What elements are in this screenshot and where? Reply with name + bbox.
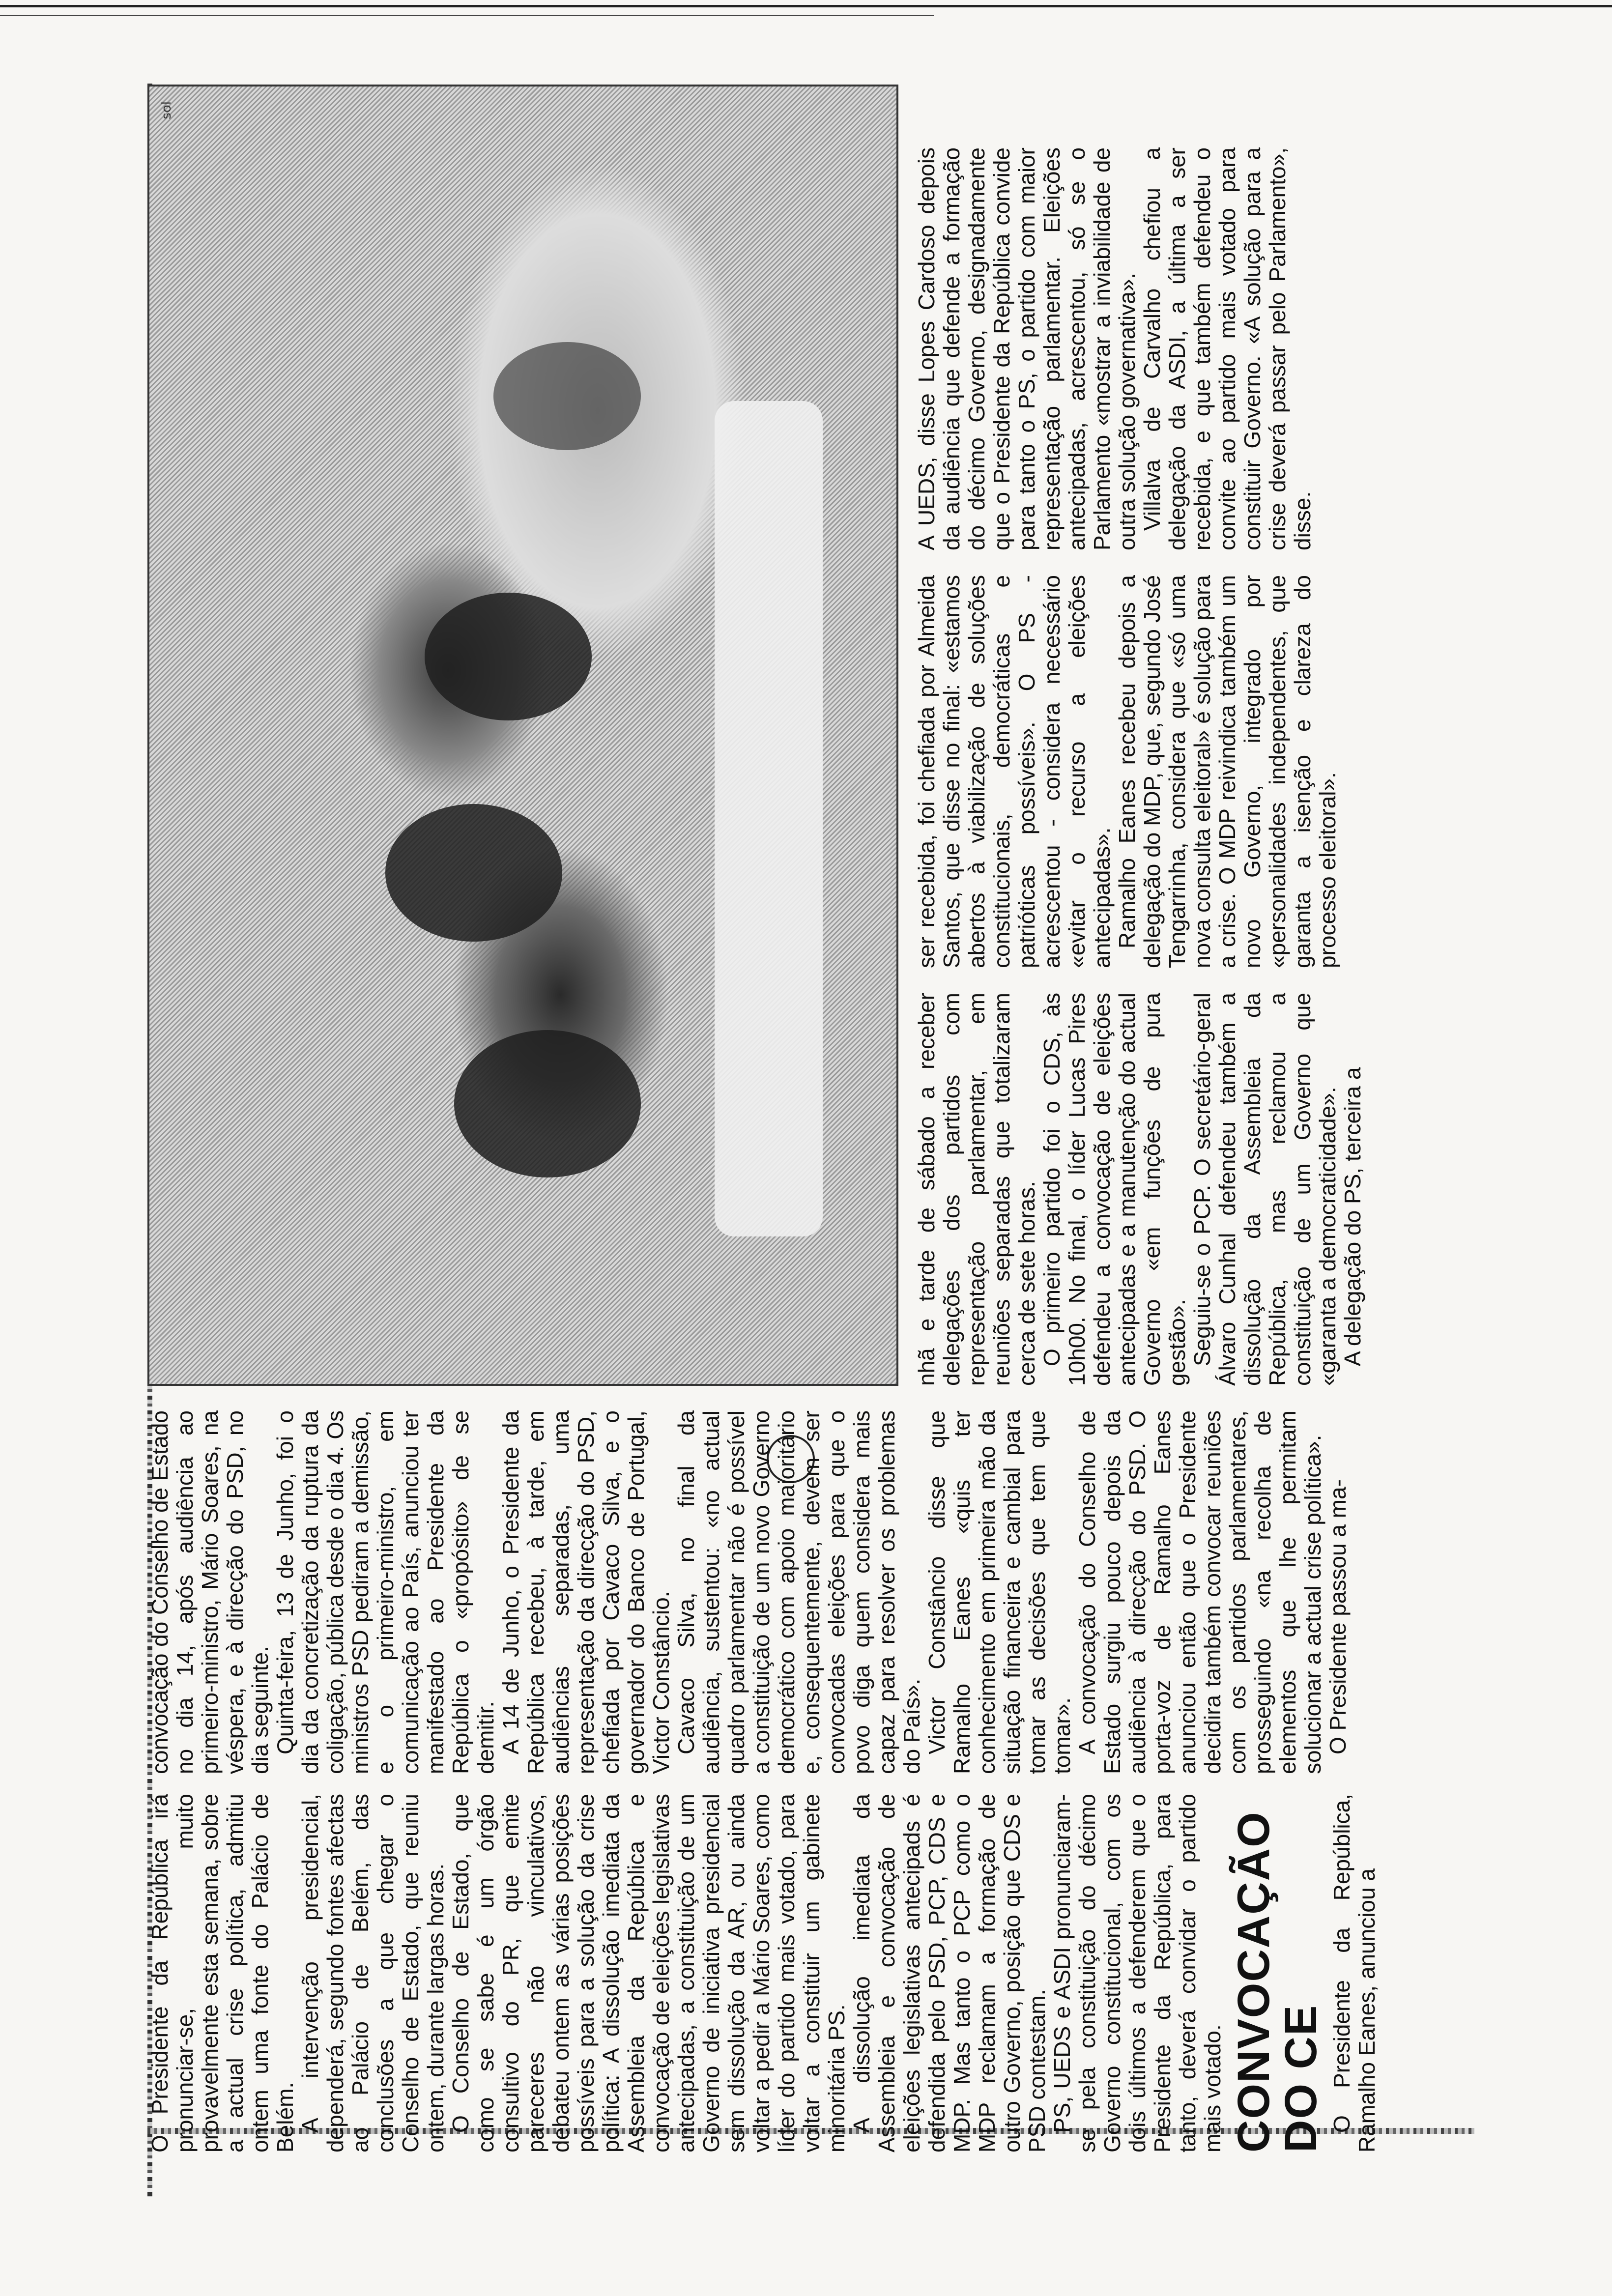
article-column-2 [147,1410,1351,1774]
article-column-1 [147,1794,1380,2152]
newspaper-clipping [147,101,1514,2152]
paragraph: Seguiu-se o PCP. O secretário-geral Álvaro Cunhal defendeu também a dissolução da Assembleia da República, mas reclamou a constituição de um Governo que «garanta a democraticidade». [1189,993,1340,1386]
photo-person [454,1030,641,1177]
paragraph: O Presidente passou a ma- [1325,1479,1351,1754]
paragraph: O Presidente da República irá pronunciar-se, muito provavelmente esta semana, sobre a actual crise política, admitiu ontem uma fonte do Palácio de Belém. [147,1794,298,2152]
paragraph: A delegação do PS, terceira a [1340,1067,1365,1366]
paragraph: Victor Constâncio disse que Ramalho Eanes «quis ter conhecimento em primeira mão da situação financeira e cambial para tomar as decisões que tem que tomar». [924,1410,1075,1774]
paragraph: PS, UEDS e ASDI pronunciaram-se pela constituição do décimo Governo constitucional, com os dois últimos a defenderem que o Presidente da República, para tanto, deverá convidar o partido mais votado. [1049,1794,1225,2152]
paragraph: Villalva de Carvalho chefiou a delegação da ASDI, a última a ser recebida, e que também defendeu o convite ao partido mais votado para constituir Governo. «A solução para a crise deverá passar pelo Parlamento», disse. [1139,147,1315,550]
paragraph: nhã e tarde de sábado a receber delegações dos partidos com representação parlamentar, em reuniões separadas que totalizaram cerca de sete horas. [914,993,1039,1386]
photo-corner-mark: sol [159,101,174,119]
clipping-content [147,88,1514,2152]
paragraph: A intervenção presidencial, dependerá, segundo fontes afectas ao Palácio de Belém, das conclusões a que chegar o Conselho de Estado, que reuniu ontem, durante largas horas. [297,1794,448,2152]
paragraph: A 14 de Junho, o Presidente da República recebeu, à tarde, em audiências separadas, uma representação da direcção do PSD, chefiada por Cavaco Silva, e o governador do Banco de Portugal, Victor Constâncio. [498,1410,674,1774]
paragraph: Cavaco Silva, no final da audiência, sustentou: «no actual quadro parlamentar não é possível a constituição de um novo Governo democrático com apoio maioritário e, consequentemente, devem ser convocadas eleições para que o povo diga quem considera mais capaz para resolver os problemas do País». [673,1410,924,1774]
photo-person [425,593,592,720]
paragraph: O Conselho de Estado, que como se sabe é um órgão consultivo do PR, que emite pareceres não vinculativos, debateu ontem as várias posições possíveis para a solução da crise política: A dissolução imediata da Assembleia da República e convocação de eleições legislativas antecipadas, a constituição de um Governo de iniciativa presidencial sem dissolução da AR, ou ainda voltar a pedir a Mário Soares, como líder do partido mais votado, para voltar a constituir um gabinete minoritária PS. [448,1794,849,2152]
paragraph: A UEDS, disse Lopes Cardoso depois da audiência que defende a formação do décimo Governo, designadamente que o Presidente da República convide para tanto o PS, o partido com maior representação parlamentar. Eleições antecipadas, acrescentou, só se o Parlamento «mostrar a inviabilidade de outra solução governativa». [914,147,1140,550]
news-photo [147,85,898,1386]
article-column-5 [914,147,1315,550]
photo-person [493,342,641,450]
scan-border-top [0,5,1612,7]
paragraph: O primeiro partido foi o CDS, às 10h00. No final, o líder Lucas Pires defendeu a convocação de eleições antecipadas e a manutenção do actual Governo «em funções de pura gestão». [1039,993,1190,1386]
paragraph: Ramalho Eanes recebeu depois a delegação do MDP, que, segundo José Tengarrinha, considera que «só uma nova consulta eleitoral» é solução para a crise. O MDP reivindica também um novo Governo, integrado por «personalidades independentes, que garanta a isenção e clareza do processo eleitoral». [1114,575,1340,968]
photo-table [715,401,823,1236]
scan-border-top-secondary [0,15,934,16]
paragraph: ser recebida, foi chefiada por Almeida Santos, que disse no final: «estamos abertos à viabilização de soluções constitucionais, democráticas e patrióticas possíveis». O PS - acrescentou - considera necessário «evitar o recurso a eleições antecipadas». [914,575,1115,968]
paragraph: A dissolução imediata da Assembleia e convocação de eleições legislativas antecipads é defendida pelo PSD, PCP, CDS e MDP. Mas tanto o PCP como o MDP reclamam a formação de outro Governo, posição que CDS e PSD contestam. [849,1794,1050,2152]
paragraph: Quinta-feira, 13 de Junho, foi o dia da concretização da ruptura da coligação, pública desde o dia 4. Os ministros PSD pediram a demissão, e o primeiro-ministro, em comunicação ao País, anunciou ter manifestado ao Presidente da República o «propósito» de se demitir. [272,1410,498,1774]
article-column-4 [914,575,1340,968]
photo-person [385,804,562,942]
subheading: CONVOCAÇÃO DO CE [1229,1811,1326,2152]
article-column-3 [914,993,1365,1386]
paragraph: O Presidente da República, Ramalho Eanes, anunciou a [1329,1794,1380,2152]
article-lower-columns [914,88,1514,1386]
paragraph: convocação do Conselho de Estado no dia 14, após audiência ao primeiro-ministro, Mário Soares, na véspera, e à direcção do PSD, no dia seguinte. [147,1410,273,1774]
paragraph: A convocação do Conselho de Estado surgiu pouco depois da audiência à direcção do PSD. O porta-voz de Ramalho Eanes anunciou então que o Presidente decidira também convocar reuniões com os partidos parlamentares, prosseguindo «na recolha de elementos que lhe permitam solucionar a actual crise política». [1074,1410,1325,1774]
